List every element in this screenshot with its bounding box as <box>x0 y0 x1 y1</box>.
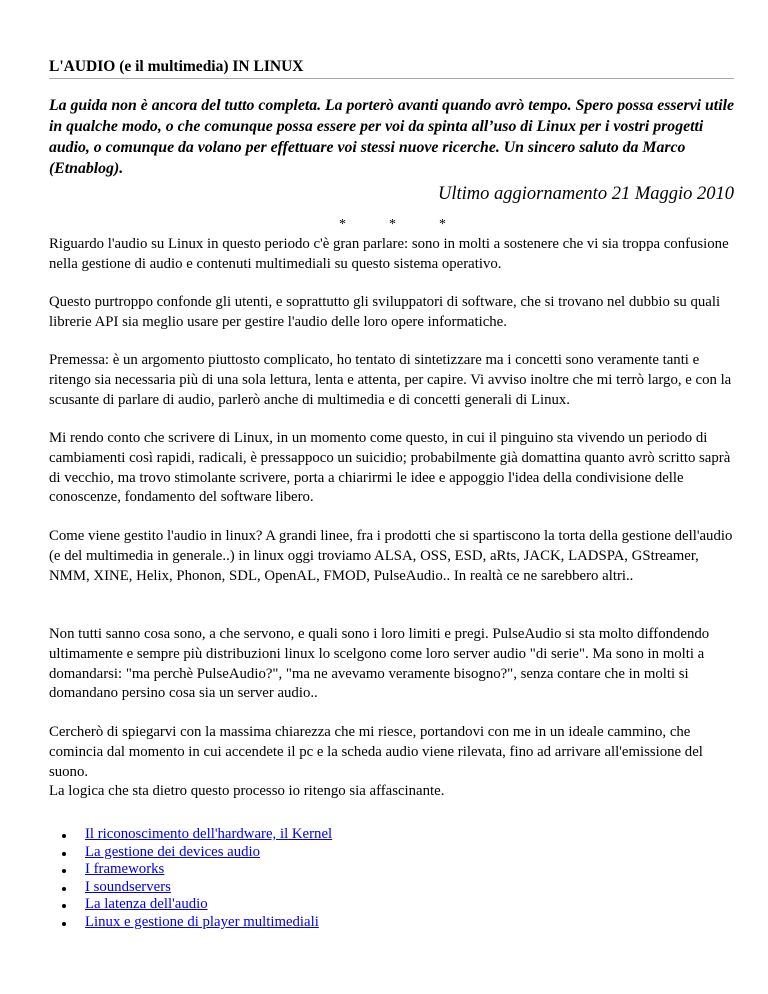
paragraph: Questo purtroppo confonde gli utenti, e soprattutto gli sviluppatori di software, che si trovano nel dubbio su quali librerie API sia meglio usare per gestire l'audio delle loro opere informatiche. <box>49 294 721 330</box>
paragraph: Mi rendo conto che scrivere di Linux, in un momento come questo, in cui il pinguino sta vivendo un periodo di cambiamenti così rapidi, radicali, è pressappoco un suicidio; probabilmente già domattina quanto avrò scritto saprà di vecchio, ma trovo stimolante scrivere, porta a chiarirmi le idee e appoggio l'idea della condivisione delle conoscenze, fondamento del software libero. <box>49 430 731 506</box>
toc-item <box>49 844 734 862</box>
separator-star: * <box>389 217 396 232</box>
page-title: L'AUDIO (e il multimedia) IN LINUX <box>49 58 734 79</box>
separator <box>339 217 489 233</box>
paragraph: La logica che sta dietro questo processo io ritengo sia affascinante. <box>49 783 445 799</box>
toc-item <box>49 826 734 844</box>
toc-item <box>49 861 734 879</box>
toc-item <box>49 896 734 914</box>
toc-link-latency[interactable]: La latenza dell'audio <box>85 896 208 913</box>
toc-link-players[interactable]: Linux e gestione di player multimediali <box>85 913 319 930</box>
toc-link-devices[interactable]: La gestione dei devices audio <box>85 843 261 860</box>
toc-item <box>49 879 734 897</box>
paragraph: Riguardo l'audio su Linux in questo periodo c'è gran parlare: sono in molti a sostenere che vi sia troppa confusione nella gestione di audio e contenuti multimediali su questo sistema operativo. <box>49 236 729 272</box>
separator-star: * <box>339 217 346 232</box>
toc-link-kernel[interactable]: Il riconoscimento dell'hardware, il Kernel <box>85 826 333 842</box>
paragraph: Come viene gestito l'audio in linux? A grandi linee, fra i prodotti che si spartiscono la torta della gestione dell'audio (e del multimedia in generale..) in linux oggi troviamo ALSA, OSS, ESD, aRts, JACK, LADSPA, GStreamer, NMM, XINE, Helix, Phonon, SDL, OpenAL, FMOD, PulseAudio.. In realtà ce ne sarebbero altri.. <box>49 528 733 584</box>
table-of-contents <box>49 826 734 932</box>
paragraph: Premessa: è un argomento piuttosto complicato, ho tentato di sintetizzare ma i concetti sono veramente tanti e ritengo sia necessaria più di una sola lettura, lenta e attenta, per capire. Vi avviso inoltre che mi terrò largo, e con la scusante di parlare di audio, parlerò anche di multimedia e di concetti generali di Linux. <box>49 352 732 408</box>
separator-star: * <box>439 217 446 232</box>
intro-note: La guida non è ancora del tutto completa. La porterò avanti quando avrò tempo. Spero possa esservi utile in qualche modo, o che comunque possa essere per voi da spinta all’uso di Linux per i vostri progetti audio, o comunque da volano per effettuare voi stessi nuove ricerche. Un sincero saluto da Marco (Etnablog). <box>49 97 734 177</box>
paragraph: Cercherò di spiegarvi con la massima chiarezza che mi riesce, portandovi con me in un ideale cammino, che comincia dal momento in cui accendete il pc e la scheda audio viene rilevata, fino ad arrivare all'emissione del suono. <box>49 724 703 780</box>
toc-link-soundservers[interactable]: I soundservers <box>85 878 171 895</box>
paragraph: Non tutti sanno cosa sono, a che servono, e quali sono i loro limiti e pregi. PulseAudio si sta molto diffondendo ultimamente e sempre più distribuzioni linux lo scelgono come loro server audio "di serie". Ma sono in molti a domandarsi: "ma perchè PulseAudio?", "ma ne avevamo veramente bisogno?", senza contare che in molti si domandano persino cosa sia un server audio.. <box>49 626 710 702</box>
last-updated: Ultimo aggiornamento 21 Maggio 2010 <box>438 184 734 204</box>
toc-link-frameworks[interactable]: I frameworks <box>85 861 165 878</box>
toc-item <box>49 914 734 932</box>
